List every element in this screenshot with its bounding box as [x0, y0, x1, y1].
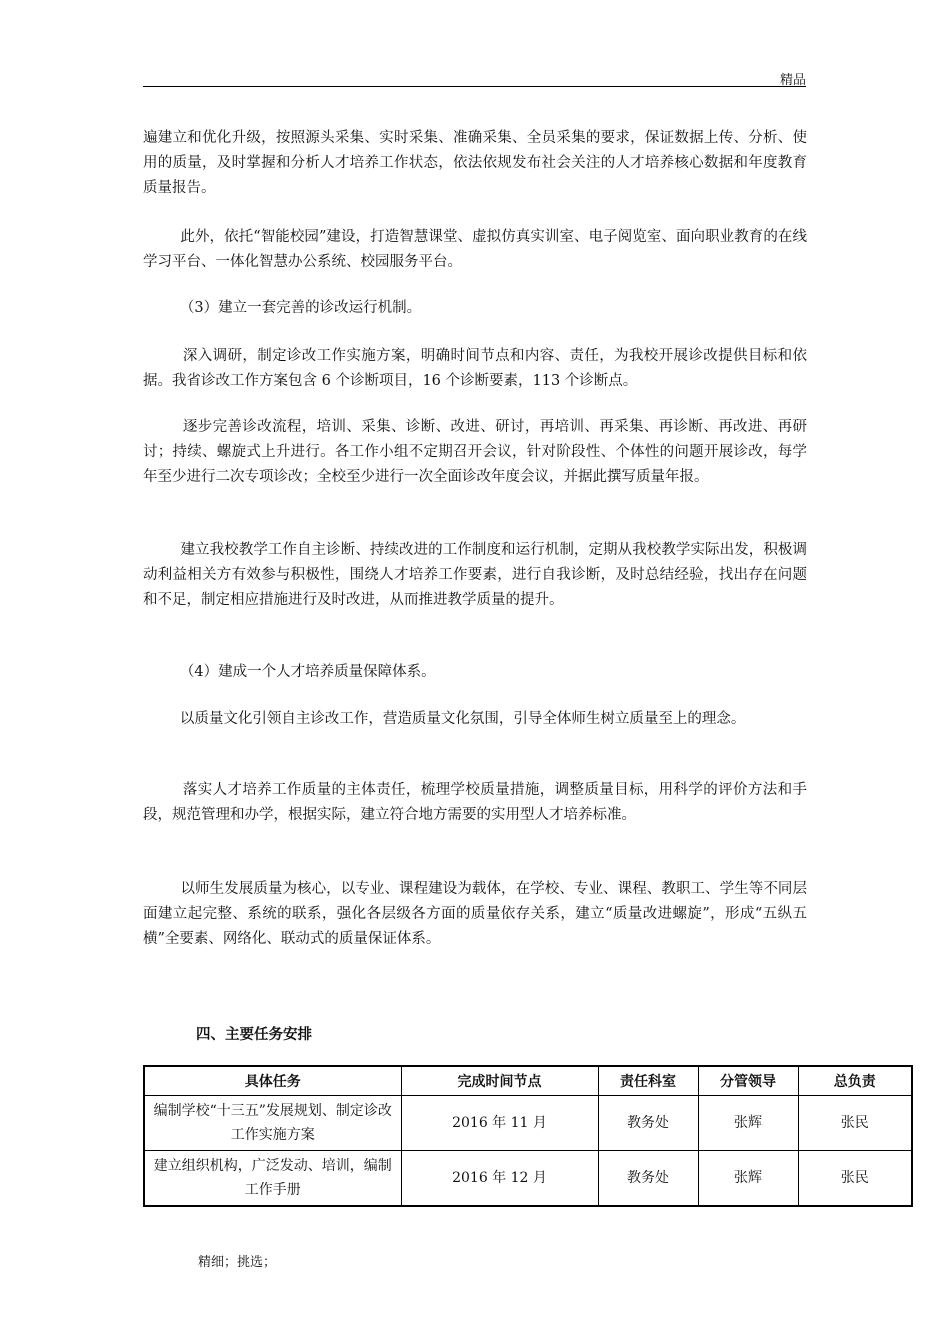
paragraph-5: 逐步完善诊改流程，培训、采集、诊断、改进、研讨，再培训、再采集、再诊断、再改进、再研讨；持续、螺旋式上升进行。各工作小组不定期召开会议，针对阶段性、个体性的问题开展诊改，每学年至少进行二次专项诊改；全校至少进行一次全面诊改年度会议，并据此撰写质量年报。	[143, 419, 808, 485]
paragraph-3: （3）建立一套完善的诊改运行机制。	[143, 300, 422, 316]
page-header-label: 精品	[779, 73, 806, 88]
leader-cell: 张辉	[698, 1096, 798, 1151]
task-cell: 编制学校“十三五”发展规划、制定诊改工作实施方案	[144, 1096, 401, 1151]
deadline-cell: 2016 年 11 月	[401, 1096, 598, 1151]
column-header-deadline: 完成时间节点	[401, 1066, 598, 1096]
table-row	[144, 1096, 912, 1151]
deadline-cell: 2016 年 12 月	[401, 1151, 598, 1207]
page-footer: 精细；挑选；	[198, 1255, 277, 1270]
table-header-row	[144, 1066, 912, 1096]
paragraph-6: 建立我校教学工作自主诊断、持续改进的工作制度和运行机制，定期从我校教学实际出发，积极调动利益相关方有效参与积极性，围绕人才培养工作要素，进行自我诊断，及时总结经验，找出存在问题和不足，制定相应措施进行及时改进，从而推进教学质量的提升。	[143, 542, 807, 608]
paragraph-7: （4）建成一个人才培养质量保障体系。	[143, 664, 436, 680]
paragraph-8: 以质量文化引领自主诊改工作，营造质量文化氛围，引导全体师生树立质量至上的理念。	[143, 711, 746, 727]
head-cell: 张民	[798, 1096, 912, 1151]
paragraph-2: 此外，依托“智能校园”建设，打造智慧课堂、虚拟仿真实训室、电子阅览室、面向职业教育的在线学习平台、一体化智慧办公系统、校园服务平台。	[143, 229, 807, 270]
task-table	[143, 1065, 913, 1207]
column-header-task: 具体任务	[144, 1066, 401, 1096]
paragraph-4: 深入调研，制定诊改工作实施方案，明确时间节点和内容、责任，为我校开展诊改提供目标和依据。我省诊改工作方案包含 6 个诊断项目，16 个诊断要素，113 个诊断点。	[143, 348, 808, 389]
leader-cell: 张辉	[698, 1151, 798, 1207]
column-header-leader: 分管领导	[698, 1066, 798, 1096]
column-header-department: 责任科室	[598, 1066, 698, 1096]
column-header-head: 总负责	[798, 1066, 912, 1096]
header-divider	[143, 86, 806, 87]
task-cell: 建立组织机构，广泛发动、培训，编制工作手册	[144, 1151, 401, 1207]
paragraph-9: 落实人才培养工作质量的主体责任，梳理学校质量措施，调整质量目标，用科学的评价方法和手段，规范管理和办学，根据实际，建立符合地方需要的实用型人才培养标准。	[143, 782, 808, 823]
table-row	[144, 1151, 912, 1207]
section-heading: 四、主要任务安排	[196, 1026, 312, 1043]
department-cell: 教务处	[598, 1096, 698, 1151]
paragraph-1: 遍建立和优化升级，按照源头采集、实时采集、准确采集、全员采集的要求，保证数据上传、分析、使用的质量，及时掌握和分析人才培养工作状态，依法依规发布社会关注的人才培养核心数据和年度教育质量报告。	[143, 130, 807, 196]
paragraph-10: 以师生发展质量为核心，以专业、课程建设为载体，在学校、专业、课程、教职工、学生等不同层面建立起完整、系统的联系，强化各层级各方面的质量依存关系，建立“质量改进螺旋”，形成“五纵五横”全要素、网络化、联动式的质量保证体系。	[143, 881, 807, 947]
department-cell: 教务处	[598, 1151, 698, 1207]
head-cell: 张民	[798, 1151, 912, 1207]
